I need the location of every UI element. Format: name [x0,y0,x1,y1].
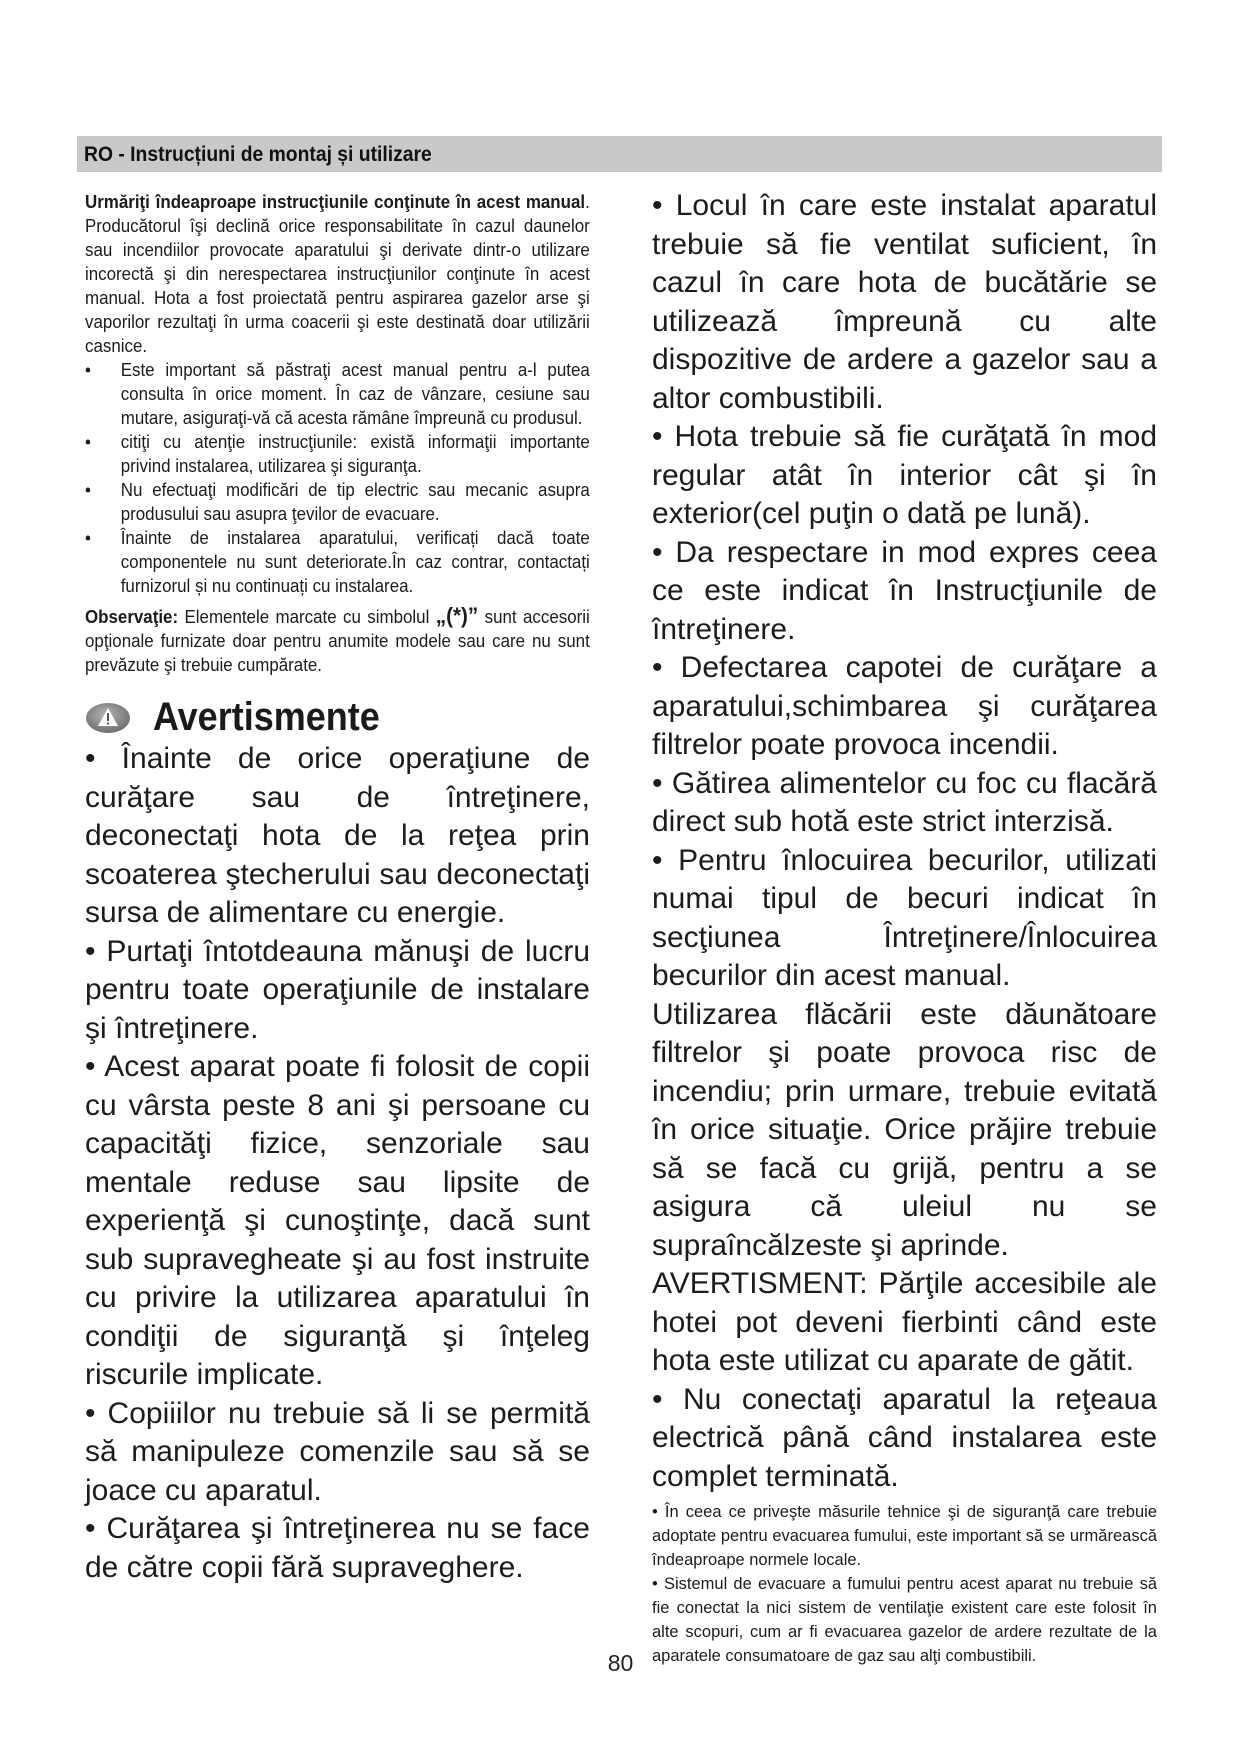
intro-paragraph [85,190,590,358]
observation-text-post: sunt accesorii opţionale furnizate doar pentru anumite modele sau care nu sunt prevăzute şi trebuie cumpărate. [85,607,590,675]
intro-section [85,190,590,677]
left-column [85,190,590,1587]
warning-paragraph: • Purtaţi întotdeauna mănuşi de lucru pentru toate operaţiunile de instalare şi întreţinere. [85,934,590,1045]
warning-paragraph: AVERTISMENT: Părţile accesibile ale hotei pot deveni fierbinti când este hota este utilizat cu aparate de gătit. [652,1267,1157,1377]
warning-paragraph: • Copiiilor nu trebuie să li se permită să manipuleze comenzile sau să se joace cu aparatul. [85,1396,590,1507]
page-number: 80 [607,1650,634,1676]
intro-bullet-list [85,358,590,598]
intro-bullet: • Este important să păstraţi acest manual pentru a-l putea consulta în orice moment. În caz de vânzare, cesiune sau mutare, asiguraţi-vă că acesta rămâne împreună cu produsul. [85,358,590,430]
intro-bullet: • Înainte de instalarea aparatului, verificați dacă toate componentele nu sunt deteriorate.În caz contrar, contactați furnizorul și nu continuați cu instalarea. [85,526,590,598]
intro-bullet: • Nu efectuaţi modificări de tip electric sau mecanic asupra produsului sau asupra ţevilor de evacuare. [85,478,590,526]
warning-paragraph: • Defectarea capotei de curăţare a aparatului,schimbarea şi curăţarea filtrelor poate provoca incendii. [652,651,1157,761]
warnings-right-small-text [652,1500,1157,1668]
warning-paragraph: • Hota trebuie să fie curăţată în mod regular atât în interior cât şi în exterior(cel puţin o dată pe lună). [652,420,1157,530]
warning-paragraph: • Locul în care este instalat aparatul trebuie să fie ventilat suficient, în cazul în care hota de bucătărie se utilizează împreună cu alte dispozitive de ardere a gazelor sau a altor combustibili. [652,189,1157,415]
small-warning-paragraph: • Sistemul de evacuare a fumului pentru acest aparat nu trebuie să fie conectat la nici sistem de ventilaţie existent care este folosit în alte scopuri, cum ar fi evacuarea gazelor de ardere rezultate de la aparatele consumatoare de gaz sau alţi combustibili. [652,1575,1157,1665]
intro-bullet: • citiţi cu atenţie instrucţiunile: există informaţii importante privind instalarea, utilizarea şi siguranţa. [85,430,590,478]
warnings-title: Avertismente [153,695,380,739]
warning-paragraph: • Gătirea alimentelor cu foc cu flacără direct sub hotă este strict interzisă. [652,766,1157,838]
intro-lead-bold: Urmăriţi îndeaproape instrucţiunile conţinute în acest manual [85,192,586,212]
warnings-right-text [652,187,1157,1496]
section-header-bar [77,136,1162,172]
warning-paragraph: • Da respectare in mod expres ceea ce este indicat în Instrucţiunile de întreţinere. [652,535,1157,646]
warning-paragraph: • Pentru înlocuirea becurilor, utilizati numai tipul de becuri indicat în secţiunea Întreţinere/Înlocuirea becurilor din acest manual. [652,843,1157,992]
warning-paragraph: • Curăţarea şi întreţinerea nu se face de către copii fără supraveghere. [85,1512,590,1584]
warning-paragraph: • Înainte de orice operaţiune de curăţare sau de întreţinere, deconectaţi hota de la reţea prin scoaterea ştecherului sau deconectaţi sursa de alimentare cu energie. [85,742,590,929]
observation-label: Observaţie: [85,607,179,627]
observation-text-pre: Elementele marcate cu simbolul [178,607,436,627]
warnings-heading [85,695,590,740]
section-title: RO - Instrucțiuni de montaj și utilizare [84,143,432,166]
warning-paragraph: Utilizarea flăcării este dăunătoare filtrelor şi poate provoca risc de incendiu; prin urmare, trebuie evitată în orice situaţie. Orice prăjire trebuie să se facă cu grijă, pentru a se asigura că uleiul nu se supraîncălzeste şi aprinde. [652,997,1157,1262]
small-warning-paragraph: • În ceea ce priveşte măsurile tehnice şi de siguranţă care trebuie adoptate pentru evacuarea fumului, este important să se urmărească îndeaproape normele locale. [652,1503,1157,1569]
warning-icon [85,702,131,734]
warning-paragraph: • Nu conectaţi aparatul la reţeaua electrică până când instalarea este complet terminată. [652,1382,1157,1493]
warning-paragraph: • Acest aparat poate fi folosit de copii cu vârsta peste 8 ani şi persoane cu capacităţi fizice, senzoriale sau mentale reduse sau lipsite de experienţă şi cunoştinţe, dacă sunt sub supravegheate şi au fost instruite cu privire la utilizarea aparatului în condiţii de siguranţă şi înţeleg riscurile implicate. [85,1050,590,1391]
intro-lead-text: . Producătorul îşi declină orice responsabilitate în cazul daunelor sau incendiilor provocate aparatului şi derivate dintr-o utilizare incorectă şi din nerespectarea instrucţiunilor conţinute în acest manual. Hota a fost proiectată pentru aspirarea gazelor arse şi vaporilor rezultaţi în urma coacerii şi este destinată doar utilizării casnice. [85,192,590,356]
optional-symbol: „(*)” [435,603,479,628]
warnings-left-text [85,740,590,1587]
observation-note [85,604,590,677]
right-column [652,187,1157,1668]
